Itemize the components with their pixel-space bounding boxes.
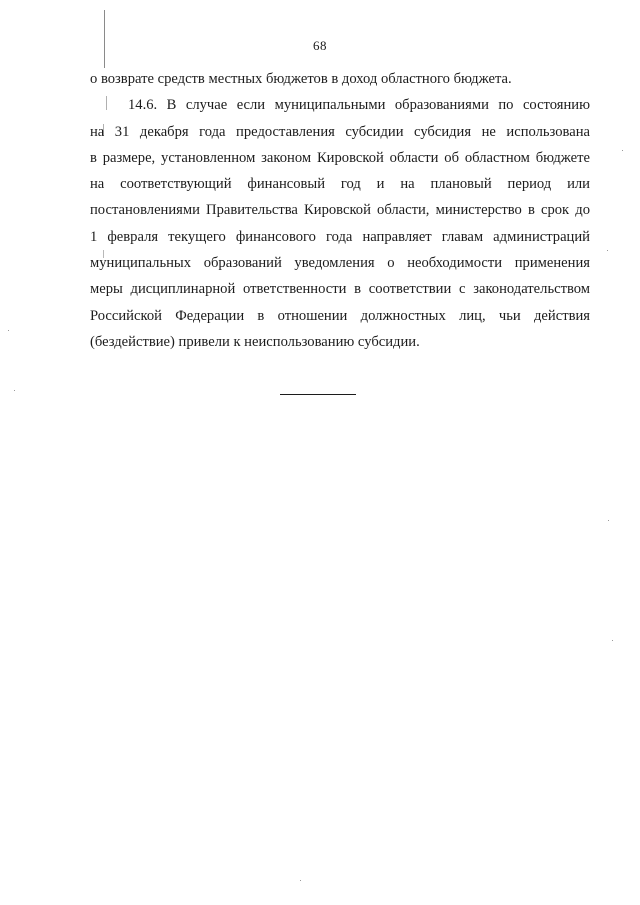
body-paragraph	[90, 66, 590, 355]
scan-speck	[612, 640, 613, 641]
text-line: Российской Федерации в отношении должностных лиц, чьи действия	[90, 307, 590, 324]
text-line: 14.6. В случае если муниципальными образованиями по состоянию	[128, 97, 590, 114]
scan-speck	[607, 250, 608, 251]
scan-speck	[622, 150, 623, 151]
text-line: муниципальных образований уведомления о необходимости применения	[90, 255, 590, 272]
text-line: меры дисциплинарной ответственности в соответствии с законодательством	[90, 281, 590, 298]
text-line: постановлениями Правительства Кировской области, министерство в срок до	[90, 202, 590, 219]
text-line: (бездействие) привели к неиспользованию субсидии.	[90, 333, 420, 350]
scan-speck	[14, 390, 15, 391]
text-line: на соответствующий финансовый год и на плановый период или	[90, 176, 590, 193]
text-line: 1 февраля текущего финансового года направляет главам администраций	[90, 228, 590, 245]
text-line: в размере, установленном законом Кировской области об областном бюджете	[90, 149, 590, 166]
scan-speck	[8, 330, 9, 331]
text-line: о возврате средств местных бюджетов в доход областного бюджета.	[90, 71, 512, 87]
scan-speck	[300, 880, 301, 881]
end-of-document-rule	[280, 394, 356, 395]
text-line: на 31 декабря года предоставления субсидии субсидия не использована	[90, 123, 590, 140]
scan-speck	[608, 520, 609, 521]
page-number: 68	[313, 38, 327, 53]
